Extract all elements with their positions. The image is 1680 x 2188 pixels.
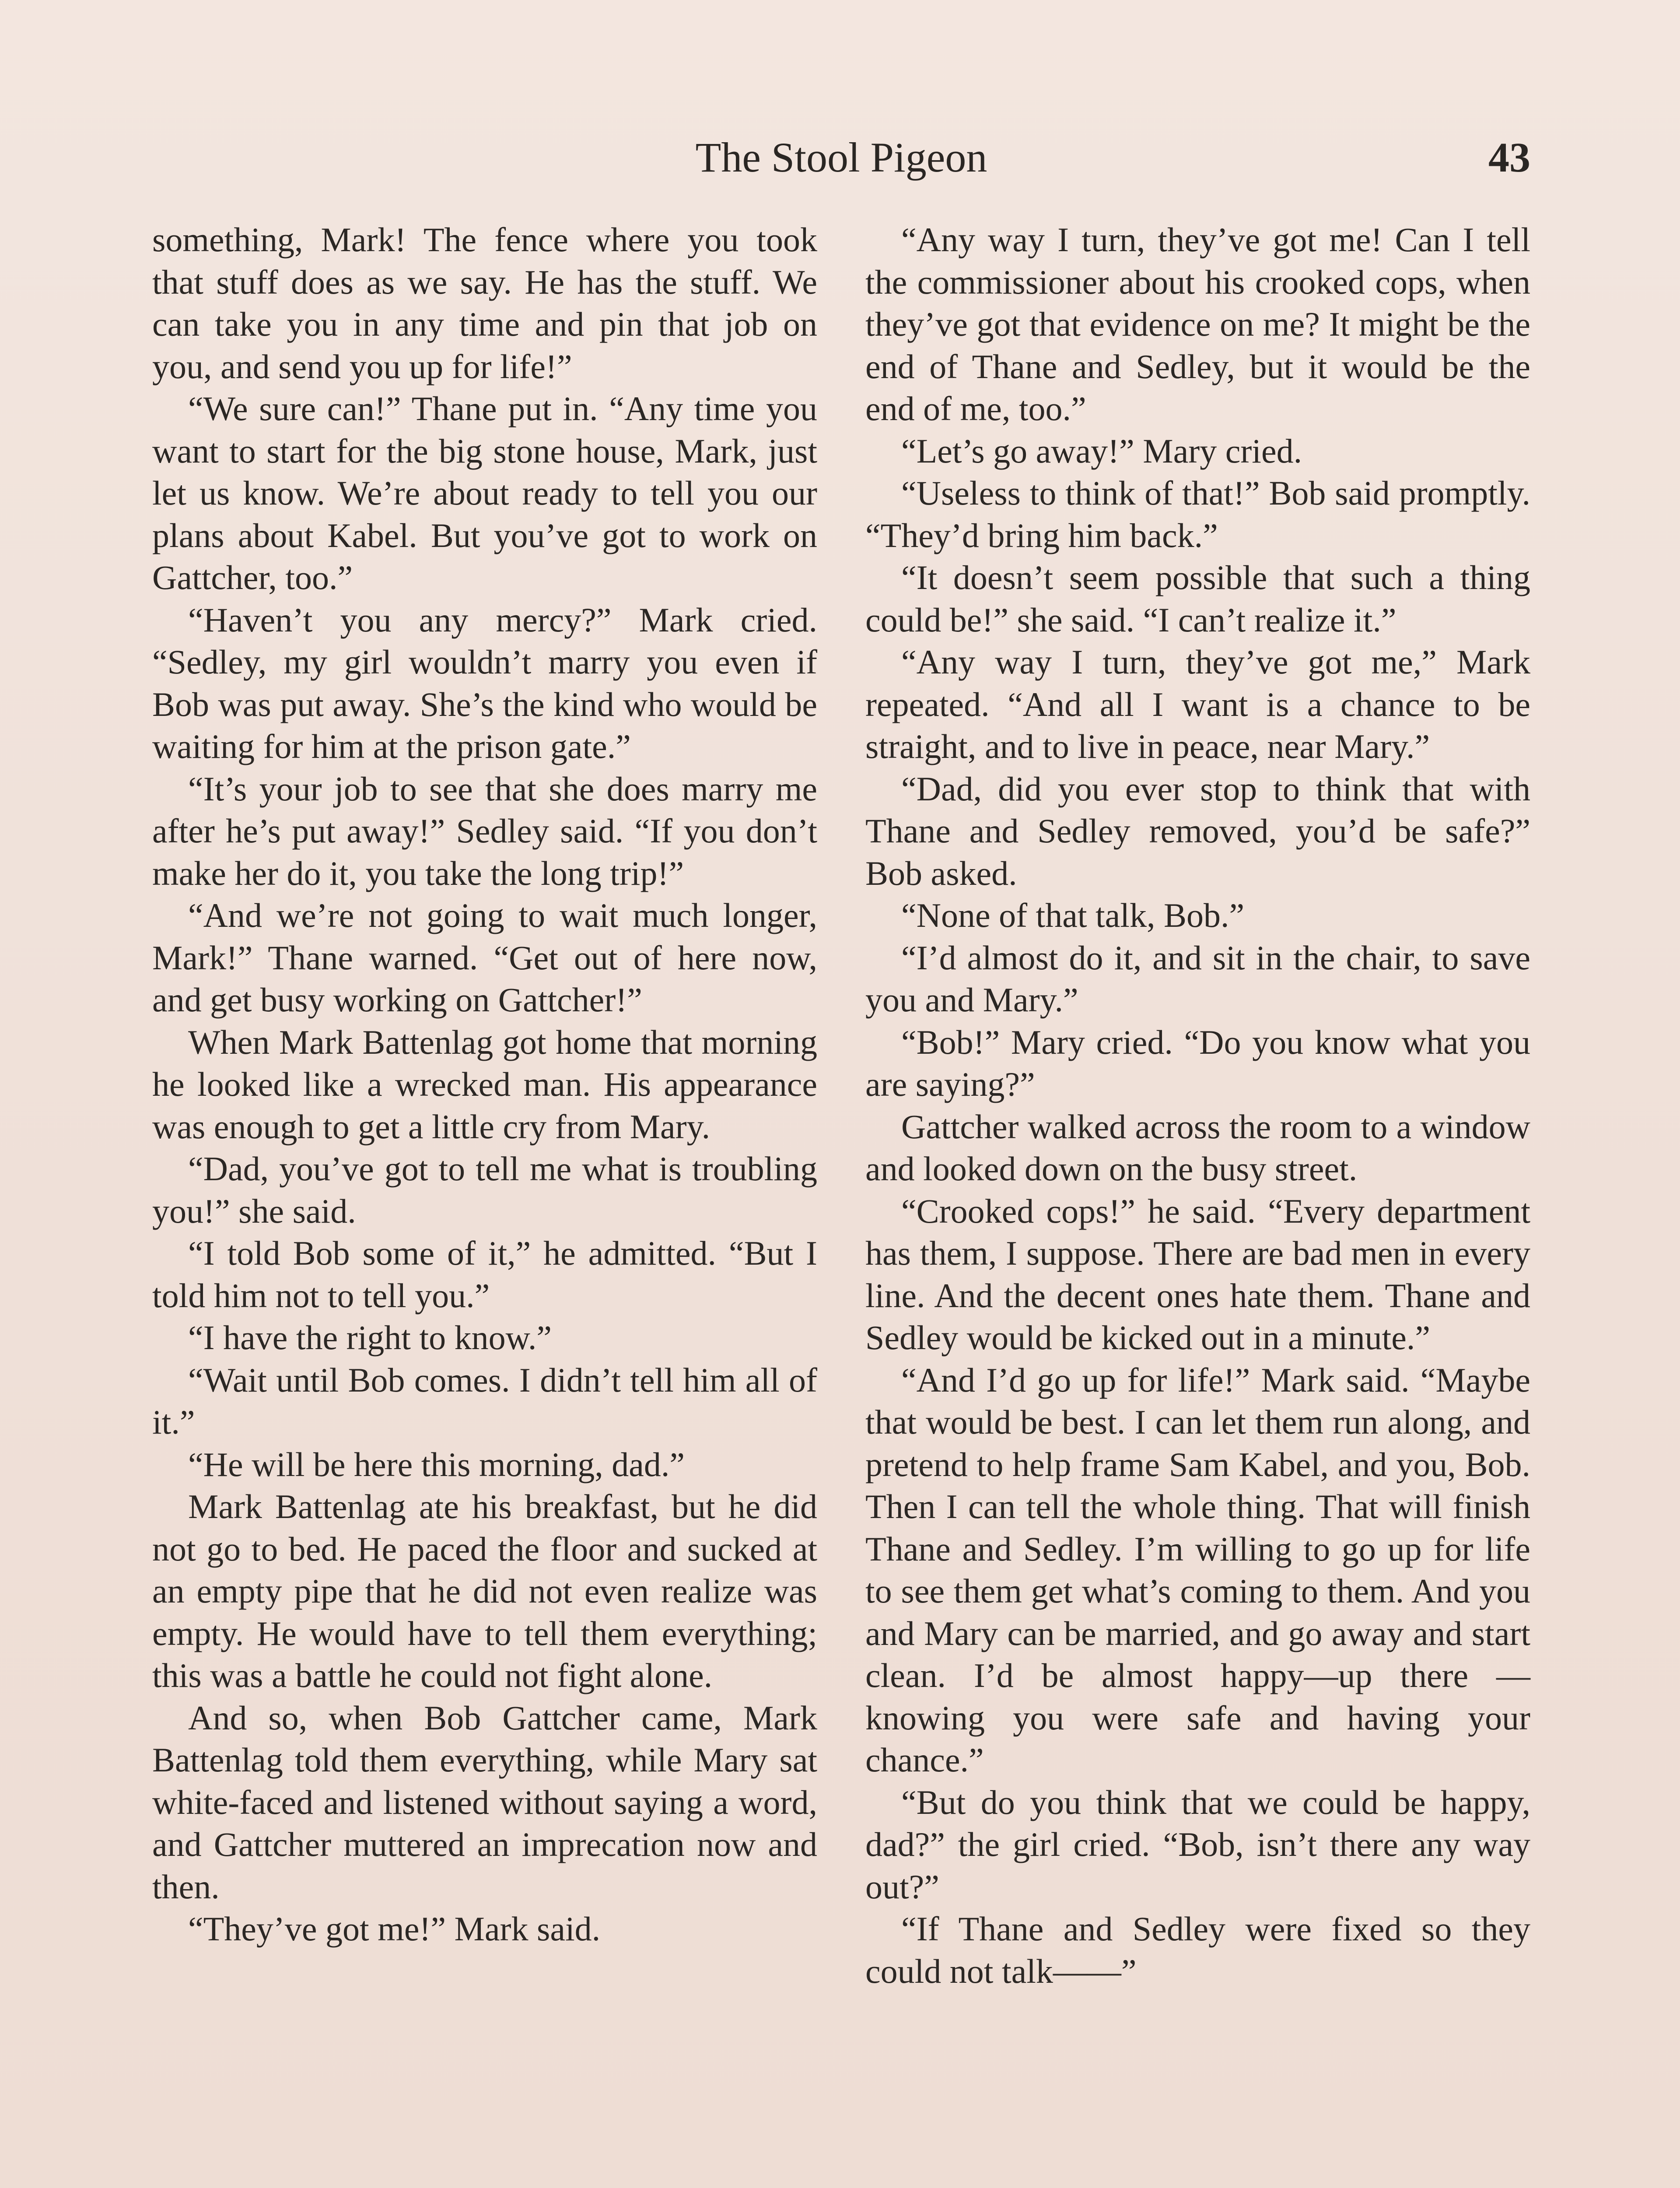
paragraph: When Mark Battenlag got home that morning he looked like a wrecked man. His appearance was enough to get a little cry from Mary. (152, 1023, 817, 1146)
paragraph: “I have the right to know.” (188, 1318, 552, 1357)
paragraph: “Crooked cops!” he said. “Every department has them, I suppose. There are bad men in every line. And the decent ones hate them. Thane and Sedley would be kicked out in a minute.” (865, 1192, 1530, 1357)
paragraph: “He will be here this morning, dad.” (188, 1445, 685, 1483)
paragraph: “Dad, did you ever stop to think that with Thane and Sedley removed, you’d be safe?” Bob asked. (865, 769, 1530, 892)
paragraph: “It’s your job to see that she does marry me after he’s put away!” Sedley said. “If you don’t make her do it, you take the long trip!” (152, 769, 817, 892)
paragraph: Mark Battenlag ate his breakfast, but he did not go to bed. He paced the floor and sucked at an empty pipe that he did not even realize was empty. He would have to tell them everything; this was a battle he could not fight alone. (152, 1487, 817, 1694)
right-column (865, 219, 1530, 1992)
paragraph: “Haven’t you any mercy?” Mark cried. “Sedley, my girl wouldn’t marry you even if Bob was put away. She’s the kind who would be waiting for him at the prison gate.” (152, 600, 817, 765)
paragraph: “We sure can!” Thane put in. “Any time you want to start for the big stone house, Mark, just let us know. We’re about ready to tell you our plans about Kabel. But you’ve got to work on Gattcher, too.” (152, 389, 817, 596)
paragraph: “Let’s go away!” Mary cried. (901, 431, 1302, 470)
paragraph: something, Mark! The fence where you took that stuff does as we say. He has the stuff. We can take you in any time and pin that job on you, and send you up for life!” (152, 221, 817, 386)
paragraph: “I told Bob some of it,” he admitted. “But I told him not to tell you.” (152, 1234, 817, 1315)
paragraph: Gattcher walked across the room to a window and looked down on the busy street. (865, 1107, 1530, 1188)
paragraph: “Any way I turn, they’ve got me! Can I tell the commissioner about his crooked cops, when they’ve got that evidence on me? It might be the end of Thane and Sedley, but it would be the end of me, too.” (865, 221, 1530, 428)
page-number: 43 (1488, 134, 1530, 181)
paragraph: “But do you think that we could be happy, dad?” the girl cried. “Bob, isn’t there any way out?” (865, 1783, 1530, 1906)
paragraph: “I’d almost do it, and sit in the chair, to save you and Mary.” (865, 938, 1530, 1019)
paragraph: “None of that talk, Bob.” (901, 896, 1245, 934)
paragraph: “They’ve got me!” Mark said. (188, 1910, 601, 1948)
paragraph: “And I’d go up for life!” Mark said. “Maybe that would be best. I can let them run along, and pretend to help frame Sam Kabel, and you, Bob. Then I can tell the whole thing. That will finish Thane and Sedley. I’m willing to go up for life to see them get what’s coming to them. And you and Mary can be married, and go away and start clean. I’d be almost happy—up there —knowing you were safe and having your chance.” (865, 1360, 1530, 1779)
paragraph: “Dad, you’ve got to tell me what is troubling you!” she said. (152, 1150, 817, 1230)
page-header (152, 123, 1530, 193)
running-title: The Stool Pigeon (695, 134, 987, 181)
paragraph: “It doesn’t seem possible that such a thing could be!” she said. “I can’t realize it.” (865, 558, 1530, 639)
paragraph: “Useless to think of that!” Bob said promptly. “They’d bring him back.” (865, 474, 1530, 554)
paragraph: “And we’re not going to wait much longer, Mark!” Thane warned. “Get out of here now, and get busy working on Gattcher!” (152, 896, 817, 1019)
paragraph: “Bob!” Mary cried. “Do you know what you are saying?” (865, 1023, 1530, 1103)
paragraph: “If Thane and Sedley were fixed so they could not talk——” (865, 1910, 1530, 1990)
paragraph: “Wait until Bob comes. I didn’t tell him all of it.” (152, 1360, 817, 1441)
left-column (152, 219, 817, 1950)
paragraph: And so, when Bob Gattcher came, Mark Battenlag told them everything, while Mary sat white-faced and listened without saying a word, and Gattcher muttered an imprecation now and then. (152, 1698, 817, 1906)
paragraph: “Any way I turn, they’ve got me,” Mark repeated. “And all I want is a chance to be straight, and to live in peace, near Mary.” (865, 643, 1530, 765)
